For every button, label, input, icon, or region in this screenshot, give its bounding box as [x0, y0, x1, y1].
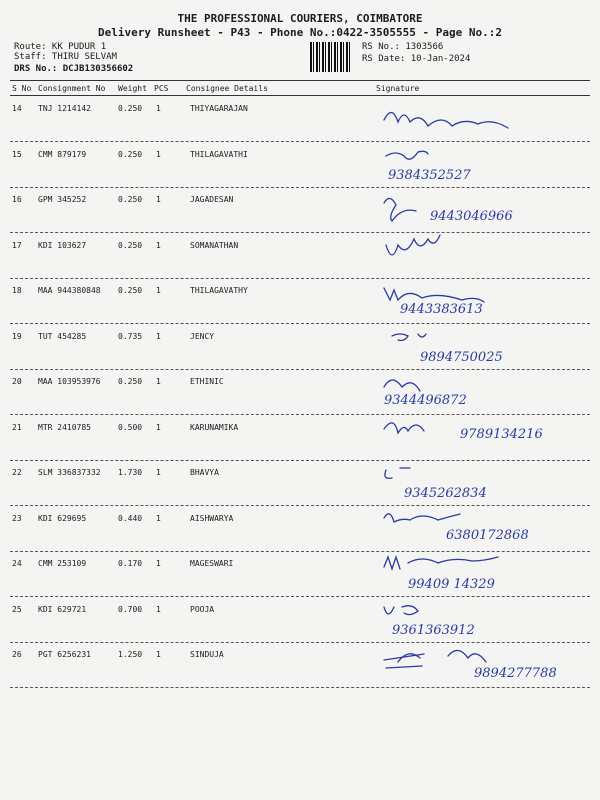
handwritten-phone: 9344496872	[384, 393, 467, 408]
cell-pcs: 1	[156, 650, 161, 659]
cell-pcs: 1	[156, 331, 161, 341]
handwritten-phone: 9361363912	[392, 622, 475, 638]
signature-cell	[378, 551, 588, 597]
handwritten-phone: 99409 14329	[408, 577, 495, 592]
signature-cell	[378, 369, 588, 415]
cell-sno: 21	[12, 422, 22, 432]
handwritten-signature-icon	[378, 96, 588, 142]
handwritten-phone: 6380172868	[446, 527, 529, 543]
table-row	[0, 415, 600, 461]
cell-consignment: KDI 103627	[38, 240, 87, 250]
handwritten-phone: 9443046966	[430, 209, 513, 224]
cell-pcs: 1	[156, 195, 161, 204]
cell-sno: 23	[12, 513, 22, 523]
handwritten-phone: 9894750025	[420, 349, 503, 365]
cell-pcs: 1	[156, 513, 161, 523]
table-row	[0, 506, 600, 552]
signature-cell	[378, 324, 588, 370]
cell-weight: 0.250	[118, 195, 143, 204]
row-divider	[10, 687, 590, 688]
table-row	[0, 187, 600, 233]
cell-consignment: TUT 454285	[38, 331, 87, 341]
col-consignee: Consignee Details	[186, 84, 268, 93]
handwritten-phone: 9443383613	[400, 302, 483, 317]
drs-label: DRS No.: DCJB130356602	[14, 64, 134, 74]
cell-name: JENCY	[190, 331, 215, 341]
cell-weight: 0.700	[118, 604, 143, 614]
handwritten-phone: 9345262834	[404, 486, 487, 501]
table-row	[0, 233, 600, 279]
cell-name: THILAGAVATHY	[190, 286, 248, 295]
signature-cell	[378, 187, 588, 233]
cell-consignment: CMM 879179	[38, 149, 87, 159]
cell-weight: 0.250	[118, 240, 143, 250]
handwritten-signature-icon	[378, 642, 588, 688]
runsheet-title: Delivery Runsheet - P43 - Phone No.:0422-3505555 - Page No.:2	[98, 26, 502, 39]
route-label: Route: KK PUDUR 1	[14, 42, 107, 52]
table-row	[0, 597, 600, 643]
cell-sno: 20	[12, 377, 22, 386]
cell-weight: 0.250	[118, 286, 143, 295]
cell-pcs: 1	[156, 559, 161, 568]
cell-weight: 0.250	[118, 149, 143, 159]
cell-weight: 1.250	[118, 650, 143, 659]
cell-sno: 14	[12, 104, 22, 113]
signature-cell	[378, 642, 588, 688]
signature-cell	[378, 96, 588, 142]
cell-consignment: PGT 6256231	[38, 650, 91, 659]
handwritten-phone: 9384352527	[388, 167, 471, 183]
cell-pcs: 1	[156, 286, 161, 295]
cell-pcs: 1	[156, 240, 161, 250]
cell-weight: 0.250	[118, 377, 143, 386]
handwritten-phone: 9894277788	[474, 666, 557, 681]
cell-sno: 25	[12, 604, 22, 614]
table-row	[0, 96, 600, 142]
cell-consignment: MAA 944380848	[38, 286, 101, 295]
col-weight: Weight	[118, 84, 147, 93]
handwritten-phone: 9789134216	[460, 426, 543, 442]
cell-name: KARUNAMIKA	[190, 422, 239, 432]
cell-weight: 0.500	[118, 422, 143, 432]
signature-cell	[378, 415, 588, 461]
rs-date: RS Date: 10-Jan-2024	[362, 54, 471, 64]
cell-name: ETHINIC	[190, 377, 224, 386]
cell-pcs: 1	[156, 149, 161, 159]
cell-name: SINDUJA	[190, 650, 224, 659]
signature-cell	[378, 597, 588, 643]
cell-sno: 17	[12, 240, 22, 250]
cell-sno: 16	[12, 195, 22, 204]
cell-consignment: TNJ 1214142	[38, 104, 91, 113]
table-row	[0, 369, 600, 415]
cell-weight: 0.735	[118, 331, 143, 341]
col-signature: Signature	[376, 84, 420, 93]
cell-sno: 26	[12, 650, 22, 659]
table-row	[0, 460, 600, 506]
table-row	[0, 642, 600, 688]
company-title: THE PROFESSIONAL COURIERS, COIMBATORE	[177, 12, 423, 25]
cell-consignment: KDI 629721	[38, 604, 87, 614]
col-sno: S No	[12, 84, 32, 93]
cell-consignment: MTR 2410785	[38, 422, 91, 432]
cell-weight: 1.730	[118, 468, 143, 477]
col-pcs: PCS	[154, 84, 169, 93]
cell-sno: 19	[12, 331, 22, 341]
table-row	[0, 278, 600, 324]
cell-name: BHAVYA	[190, 468, 219, 477]
cell-sno: 18	[12, 286, 22, 295]
cell-consignment: MAA 103953976	[38, 377, 101, 386]
handwritten-signature-icon	[378, 369, 588, 415]
table-row	[0, 142, 600, 188]
cell-name: THILAGAVATHI	[190, 149, 248, 159]
cell-pcs: 1	[156, 604, 161, 614]
cell-name: AISHWARYA	[190, 513, 234, 523]
cell-pcs: 1	[156, 104, 161, 113]
cell-sno: 22	[12, 468, 22, 477]
header-top-rule	[10, 80, 590, 81]
cell-sno: 24	[12, 559, 22, 568]
table-row	[0, 324, 600, 370]
cell-name: JAGADESAN	[190, 195, 234, 204]
cell-consignment: SLM 336837332	[38, 468, 101, 477]
handwritten-signature-icon	[378, 233, 588, 279]
cell-pcs: 1	[156, 422, 161, 432]
cell-consignment: GPM 345252	[38, 195, 87, 204]
cell-weight: 0.170	[118, 559, 143, 568]
cell-name: POOJA	[190, 604, 215, 614]
cell-weight: 0.250	[118, 104, 143, 113]
cell-consignment: KDI 629695	[38, 513, 87, 523]
cell-pcs: 1	[156, 468, 161, 477]
rs-number: RS No.: 1303566	[362, 42, 444, 52]
cell-pcs: 1	[156, 377, 161, 386]
table-row	[0, 551, 600, 597]
signature-cell	[378, 233, 588, 279]
signature-cell	[378, 142, 588, 188]
cell-weight: 0.440	[118, 513, 143, 523]
signature-cell	[378, 460, 588, 506]
signature-cell	[378, 506, 588, 552]
cell-name: THIYAGARAJAN	[190, 104, 248, 113]
handwritten-signature-icon	[378, 278, 588, 324]
staff-label: Staff: THIRU SELVAM	[14, 52, 117, 62]
cell-sno: 15	[12, 149, 22, 159]
signature-cell	[378, 278, 588, 324]
cell-name: MAGESWARI	[190, 559, 234, 568]
barcode-icon	[310, 42, 352, 72]
col-consignment: Consignment No	[38, 84, 106, 93]
cell-consignment: CMM 253109	[38, 559, 87, 568]
cell-name: SOMANATHAN	[190, 240, 239, 250]
